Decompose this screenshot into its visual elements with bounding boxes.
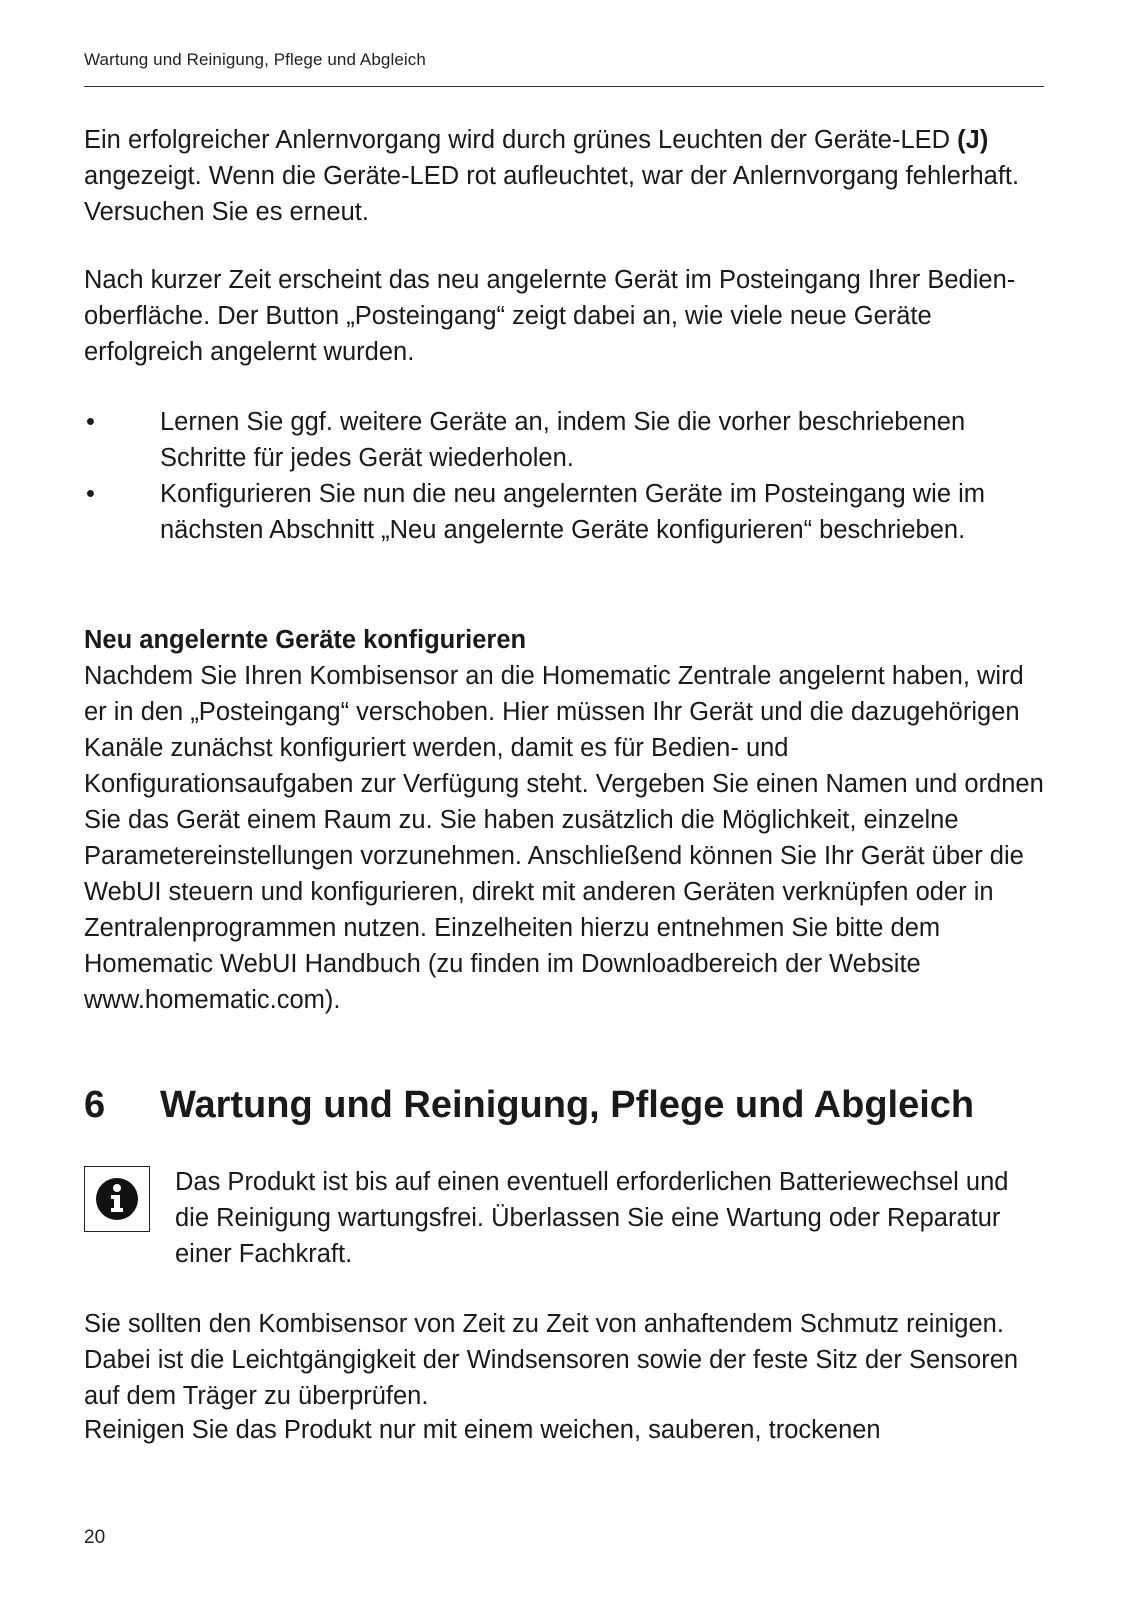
list-item <box>84 476 1044 548</box>
info-icon <box>84 1166 150 1232</box>
paragraph-configure: Nachdem Sie Ihren Kombisensor an die Homematic Zentrale angelernt haben, wird er in den „Posteingang“ verschoben. Hier müssen Ihr Gerät und die dazugehörigen Kanäle zunächst konfiguriert werden, damit es für Bedien- und Konfigurationsaufgaben zur Verfügung steht. Vergeben Sie einen Namen und ordnen Sie das Gerät einem Raum zu. Sie haben zusätzlich die Möglichkeit, einzelne Parametereinstellungen vorzunehmen. Anschließend können Sie Ihr Gerät über die WebUI steuern und konfigurieren, direkt mit anderen Geräten verknüpfen oder in Zentralenprogrammen nutzen. Einzelheiten hierzu entnehmen Sie bitte dem Homematic WebUI Handbuch (zu finden im Downloadbereich der Website www.homematic.com). <box>84 662 1044 1014</box>
chapter-title: Wartung und Reinigung, Pflege und Abgleich <box>160 1084 975 1126</box>
info-note-text: Das Produkt ist bis auf einen eventuell erforderlichen Batteriewechsel und die Reinigung wartungsfrei. Überlassen Sie eine Wartung oder Reparatur einer Fachkraft. <box>175 1168 1009 1268</box>
bullet-icon: • <box>86 408 95 436</box>
page-number: 20 <box>84 1527 106 1548</box>
paragraph-learning-success <box>84 122 1044 230</box>
info-icon-graphic <box>94 1176 140 1222</box>
list-item-text: Lernen Sie ggf. weitere Geräte an, indem Sie die vorher beschriebenen Schritte für jedes Gerät wiederholen. <box>160 408 966 472</box>
chapter-number: 6 <box>84 1084 106 1126</box>
paragraph-cleaning: Sie sollten den Kombisensor von Zeit zu Zeit von anhaftendem Schmutz reinigen. Dabei ist die Leichtgängigkeit der Windsensoren sowie der feste Sitz der Sensoren auf dem Träger zu überprüfen. <box>84 1310 1019 1410</box>
list-item <box>84 404 1044 476</box>
paragraph-text: angezeigt. Wenn die Geräte-LED rot aufleuchtet, war der Anlernvorgang fehlerhaft. Versuchen Sie es erneut. <box>84 162 1020 226</box>
led-reference: (J) <box>957 126 989 154</box>
section-subheading: Neu angelernte Geräte konfigurieren <box>84 626 527 654</box>
paragraph-cleaning-method: Reinigen Sie das Produkt nur mit einem weichen, sauberen, trockenen <box>84 1416 881 1444</box>
paragraph-text: Ein erfolgreicher Anlernvorgang wird durch grünes Leuchten der Geräte-LED <box>84 126 958 154</box>
running-header: Wartung und Reinigung, Pflege und Abgleich <box>84 50 426 69</box>
paragraph-inbox: Nach kurzer Zeit erscheint das neu angelernte Gerät im Posteingang Ihrer Bedien-oberfläche. Der Button „Posteingang“ zeigt dabei an, wie viele neue Geräte erfolgreich angelernt wurden. <box>84 266 1016 366</box>
header-divider <box>84 86 1044 87</box>
chapter-heading <box>84 1082 1044 1128</box>
bullet-icon: • <box>86 480 95 508</box>
list-item-text: Konfigurieren Sie nun die neu angelernten Geräte im Posteingang wie im nächsten Abschnitt „Neu angelernte Geräte konfigurieren“ beschrieben. <box>160 480 986 544</box>
bullet-list <box>84 404 1044 548</box>
